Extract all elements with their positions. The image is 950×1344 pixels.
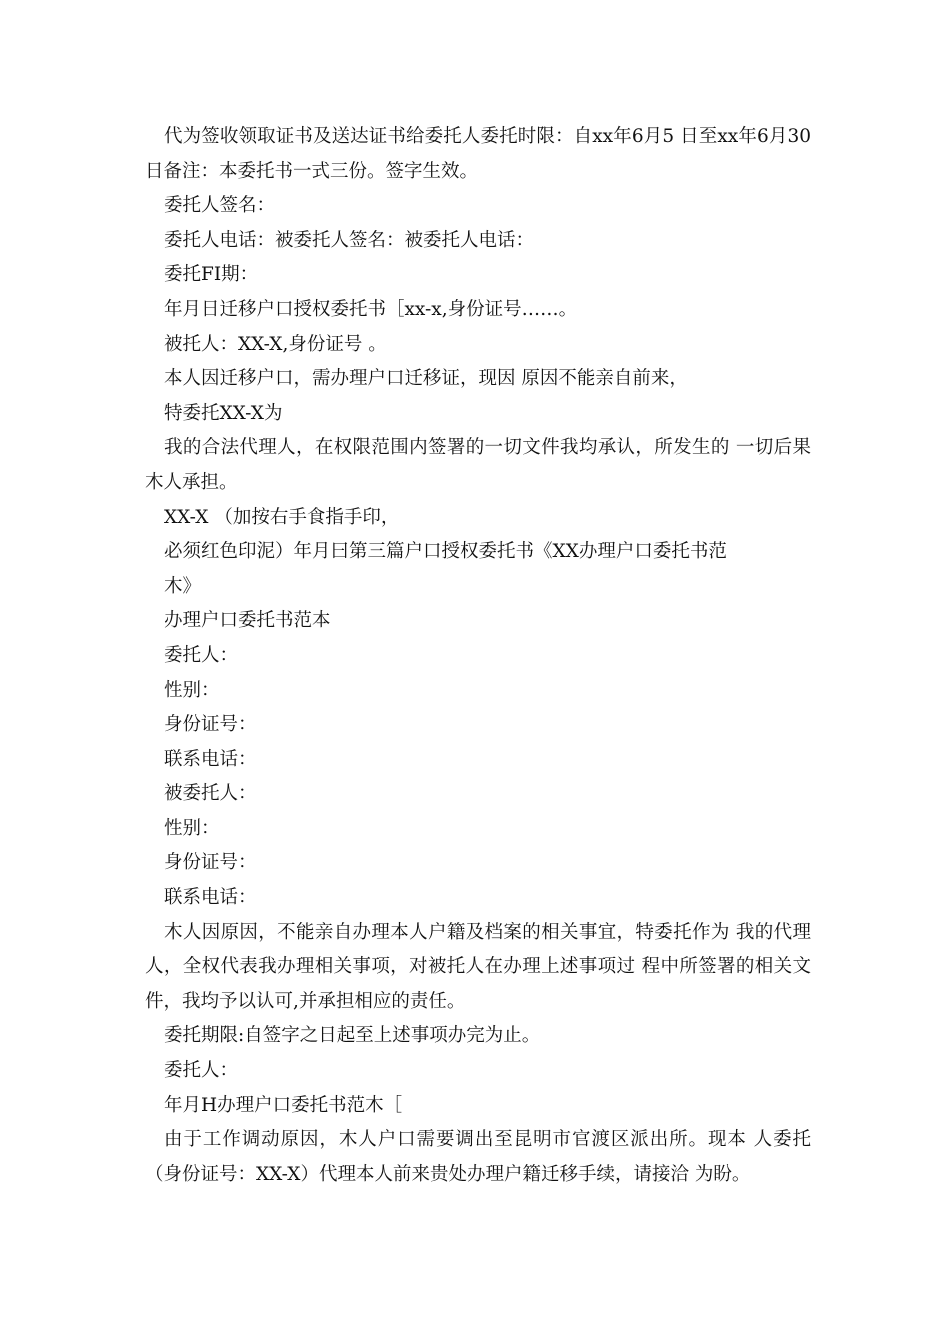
paragraph-commission-period: 代为签收领取证书及送达证书给委托人委托时限：自xx年6月5 日至xx年6月30日备注：本委托书一式三份。签字生效。 — [145, 126, 811, 182]
paragraph-migration-title: 年月日迁移户口授权委托书［xx-x,身份证号……。 — [164, 298, 578, 320]
paragraph-phone-signatures: 委托人电话：被委托人签名：被委托人电话： — [164, 229, 535, 251]
field-agent-phone: 联系电话： — [164, 887, 257, 909]
paragraph-commission-term: 委托期限:自签字之日起至上述事项办完为止。 — [164, 1025, 541, 1047]
paragraph-migration-reason: 本人因迁移户口，需办理户口迁移证，现因 原因不能亲自前来， — [164, 368, 688, 390]
paragraph-template-title: 办理户口委托书范本 — [164, 610, 331, 632]
field-principal-id: 身份证号： — [164, 714, 257, 736]
field-principal-final: 委托人： — [164, 1060, 239, 1082]
paragraph-legal-agent: 我的合法代理人，在权限范围内签署的一切文件我均承认，所发生的 一切后果木人承担。 — [145, 437, 811, 493]
field-agent-gender: 性别： — [164, 817, 220, 839]
paragraph-title-end: 木》 — [164, 575, 202, 597]
paragraph-third-article-title: 必须红色印泥）年月曰第三篇户口授权委托书《XX办理户口委托书范 — [164, 541, 727, 563]
document-body — [145, 120, 811, 1192]
paragraph-commission-date: 委托FI期： — [164, 264, 259, 286]
paragraph-authorization-body: 木人因原因，不能亲自办理本人户籍及档案的相关事宜，特委托作为 我的代理人，全权代表我办理相关事项，对被托人在办理上述事项过 程中所签署的相关文件，我均予以认可,并承担相应的责任。 — [145, 921, 811, 1012]
paragraph-special-commission: 特委托XX-X为 — [164, 402, 283, 424]
field-principal-phone: 联系电话： — [164, 748, 257, 770]
paragraph-fingerprint: XX-X （加按右手食指手印， — [164, 506, 400, 528]
paragraph-principal-signature: 委托人签名： — [164, 195, 276, 217]
field-agent: 被委托人： — [164, 783, 257, 805]
field-principal: 委托人： — [164, 644, 239, 666]
paragraph-transfer-request: 由于工作调动原因，木人户口需要调出至昆明市官渡区派出所。现本 人委托（身份证号：XX-X）代理本人前来贵处办理户籍迁移手续，请接洽 为盼。 — [145, 1129, 811, 1185]
paragraph-template-title-2: 年月H办理户口委托书范木［ — [164, 1094, 403, 1116]
field-agent-id: 身份证号： — [164, 852, 257, 874]
paragraph-agent: 被托人：XX-X,身份证号 。 — [164, 333, 387, 355]
field-principal-gender: 性别： — [164, 679, 220, 701]
